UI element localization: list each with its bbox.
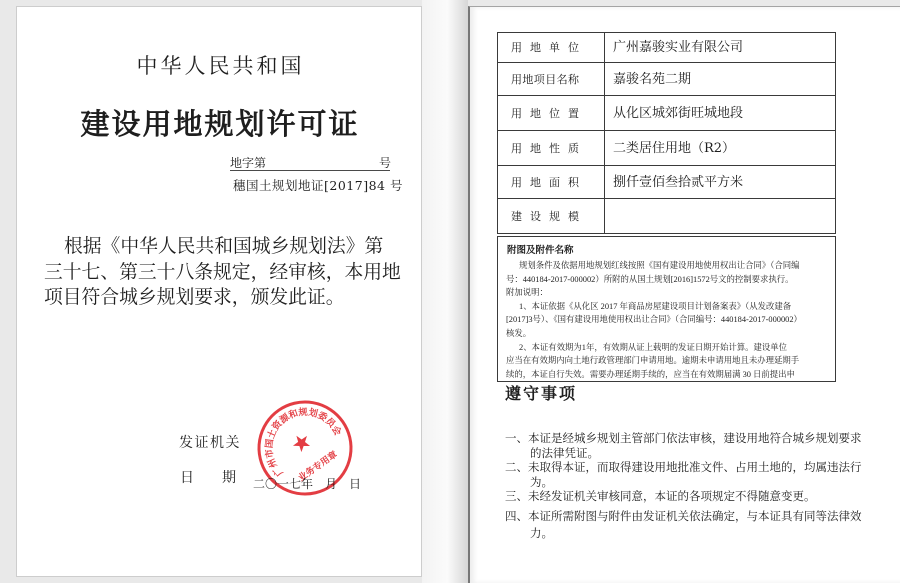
page-gutter xyxy=(422,0,468,583)
attachments-heading: 附图及附件名称 xyxy=(507,245,574,256)
row-label: 用 地 面 积 xyxy=(511,175,579,189)
attachments-line: 核发。 xyxy=(506,328,532,338)
body-text-line: 项目符合城乡规划要求，颁发此证。 xyxy=(44,287,345,308)
row-label-cell xyxy=(498,131,605,166)
rules-heading: 遵守事项 xyxy=(505,384,578,403)
rule-line: 的法律凭证。 xyxy=(530,446,599,460)
attachments-line: 应当在有效期内向土地行政管理部门申请用地。逾期未申请用地且未办理延期手 xyxy=(506,356,800,366)
row-label-cell xyxy=(498,33,605,63)
seal-ring-text: 广州市国土资源和规划委员会 xyxy=(263,406,344,479)
issue-date: 二〇一七年 月 日 xyxy=(253,477,362,491)
attachments-box xyxy=(497,236,836,382)
rule-line: 三、未经发证机关审核同意，本证的各项规定不得随意变更。 xyxy=(505,489,816,503)
seal-star-icon xyxy=(289,431,312,454)
attachments-text xyxy=(506,259,802,381)
certificate-detail-page xyxy=(468,6,900,583)
attachments-line: 规划条件及依据用地规划红线按照《国有建设用地使用权出让合同》（合同编 xyxy=(519,261,800,270)
date-label-char: 日 xyxy=(180,470,194,486)
row-value: 广州嘉骏实业有限公司 xyxy=(613,40,744,55)
issuer-label: 发证机关 xyxy=(179,435,241,451)
row-value-cell xyxy=(605,166,836,199)
country-name: 中华人民共和国 xyxy=(136,54,305,78)
rule-line: 四、本证所需附图与附件由发证机关依法确定，与本证具有同等法律效 xyxy=(505,509,862,523)
rule-line: 二、未取得本证，而取得建设用地批准文件、占用土地的，均属违法行 xyxy=(505,460,862,474)
table-row xyxy=(498,166,836,199)
seal-body xyxy=(241,384,369,512)
table-row xyxy=(498,63,836,96)
official-seal xyxy=(255,398,355,498)
land-info-table xyxy=(497,32,836,234)
rule-line: 为。 xyxy=(530,475,553,489)
attachments-line: 1、本证依据《从化区 2017 年商品房屋建设项目计划备案表》（从发改建备 xyxy=(519,301,792,311)
number-suffix: 号 xyxy=(379,156,392,170)
seal-center-text: 业务专用章 xyxy=(296,449,340,484)
body-text-line: 根据《中华人民共和国城乡规划法》第 xyxy=(64,236,384,257)
row-label: 用 地 单 位 xyxy=(511,41,579,54)
certificate-number: 穗国土规划地证[2017]84 号 xyxy=(233,178,403,193)
rule-line: 力。 xyxy=(530,526,553,540)
table-row xyxy=(498,96,836,131)
certificate-number-line xyxy=(230,156,390,171)
row-label: 用 地 性 质 xyxy=(511,141,579,155)
table-row xyxy=(498,131,836,166)
table-row xyxy=(498,199,836,234)
table-row xyxy=(498,33,836,63)
attachments-line: 号：440184-2017-000002）所附的从国土规划[2016]1572号文的控制要求执行。 xyxy=(506,274,794,284)
attachments-line: 续的，本证自行失效。需要办理延期手续的，应当在有效期届满 30 日前提出申 xyxy=(506,369,795,379)
row-label: 用 地 位 置 xyxy=(511,106,579,120)
attachments-line: [2017]3号）、《国有建设用地使用权出让合同》（合同编号：440184-2017-000002） xyxy=(506,315,802,325)
row-label: 建 设 规 模 xyxy=(511,209,579,223)
certificate-cover-page xyxy=(16,6,422,577)
row-label-cell xyxy=(498,199,605,234)
seal-ring xyxy=(241,384,369,512)
certificate-title: 建设用地规划许可证 xyxy=(80,107,360,141)
row-value-cell xyxy=(605,33,836,63)
attachments-line: 附加说明： xyxy=(506,288,548,298)
row-value: 捌仟壹佰叁拾贰平方米 xyxy=(613,174,744,190)
row-value-cell xyxy=(605,131,836,166)
row-value-cell-empty xyxy=(605,199,836,234)
body-text-line: 三十七、第三十八条规定，经审核，本用地 xyxy=(44,262,401,283)
row-value: 二类居住用地（R2） xyxy=(613,140,736,156)
row-value: 嘉骏名苑二期 xyxy=(613,71,692,87)
number-prefix: 地字第 xyxy=(230,156,267,170)
row-value-cell xyxy=(605,96,836,131)
date-label-char: 期 xyxy=(222,470,236,486)
row-value-cell xyxy=(605,63,836,96)
row-label-cell xyxy=(498,166,605,199)
row-label-cell xyxy=(498,96,605,131)
row-label: 用地项目名称 xyxy=(511,72,579,86)
row-label-cell xyxy=(498,63,605,96)
attachments-line: 2、本证有效期为1年，有效期从证上载明的发证日期开始计算。建设单位 xyxy=(519,342,787,352)
rule-line: 一、本证是经城乡规划主管部门依法审核，建设用地符合城乡规划要求 xyxy=(505,431,862,445)
row-value: 从化区城郊街旺城地段 xyxy=(613,105,744,121)
